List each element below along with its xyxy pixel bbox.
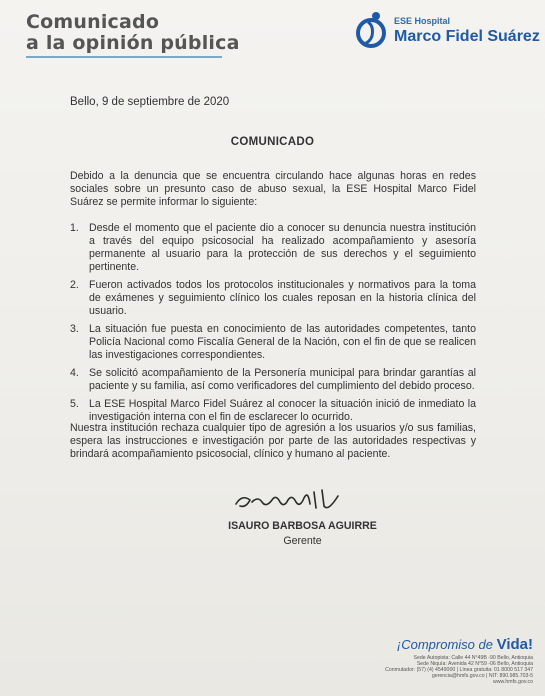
footer-line: www.hmfs.gov.co — [493, 679, 533, 686]
signer-name: ISAURO BARBOSA AGUIRRE — [228, 520, 377, 532]
footer-line: gerencia@hmfs.gov.co | NIT: 890.985.703-5 — [431, 673, 533, 680]
letter-intro: Debido a la denuncia que se encuentra circulando hace algunas horas en redes sociales sobre un presunto caso de abuso sexual, la ESE Hospital Marco Fidel Suárez se permite informar lo siguiente: — [70, 170, 476, 208]
footer-contact — [273, 655, 533, 685]
slogan-main: Vida! — [496, 636, 533, 653]
list-item: 4. Se solicitó acompañamiento de la Personería municipal para brindar garantías al paciente y su familia, así como verificadores del cumplimiento del debido proceso. — [70, 367, 476, 392]
hospital-emblem-icon — [352, 10, 392, 50]
footer-line: Conmutador: (57) (4) 4549000 | Línea gratuita: 01 8000 517 347 — [385, 667, 533, 674]
header-rule — [26, 56, 222, 58]
letter-date: Bello, 9 de septiembre de 2020 — [70, 96, 230, 108]
footer-line: Sede Niquía: Avenida 42 N°59 -06 Bello, Antioquia — [416, 661, 533, 668]
hospital-logo — [352, 8, 540, 54]
header-title-line2: a la opinión pública — [26, 32, 240, 54]
list-item: 3. La situación fue puesta en conocimiento de las autoridades competentes, tanto Policía Nacional como Fiscalía General de la Nación, con el fin de que se realicen las investigaciones correspondientes. — [70, 323, 476, 361]
letter-title: COMUNICADO — [230, 136, 315, 148]
footer-line: Sede Autopista: Calle 44 N°49B -90 Bello, Antioquia — [413, 655, 533, 661]
list-item: 2. Fueron activados todos los protocolos institucionales y normativos para la toma de exámenes y seguimiento clínico los cuales reposan en la historia clínica del usuario. — [70, 279, 476, 317]
list-item: 1. Desde el momento que el paciente dio a conocer su denuncia nuestra institución a través del equipo psicosocial ha realizado acompañamiento y asesoría permanente al usuario para la protección de sus derechos y el seguimiento pertinente. — [70, 222, 476, 273]
header-title-line1: Comunicado — [26, 11, 160, 33]
numbered-list — [70, 222, 476, 429]
slogan-prefix: ¡Compromiso de — [396, 637, 497, 652]
logo-small-text: ESE Hospital — [394, 16, 451, 26]
handwritten-signature — [228, 482, 348, 518]
letter-closing: Nuestra institución rechaza cualquier tipo de agresión a los usuarios y/o sus familias, espera las instrucciones e investigación por parte de las autoridades respectivas y brindará acompañamiento psicosocial, clínico y humano al paciente. — [70, 422, 476, 460]
signer-role: Gerente — [283, 535, 322, 547]
header-title — [26, 12, 240, 54]
list-item: 5. La ESE Hospital Marco Fidel Suárez al conocer la situación inició de inmediato la investigación interna con el fin de esclarecer lo ocurrido. — [70, 398, 476, 423]
footer-slogan — [397, 636, 533, 653]
logo-name-text: Marco Fidel Suárez — [394, 28, 540, 45]
